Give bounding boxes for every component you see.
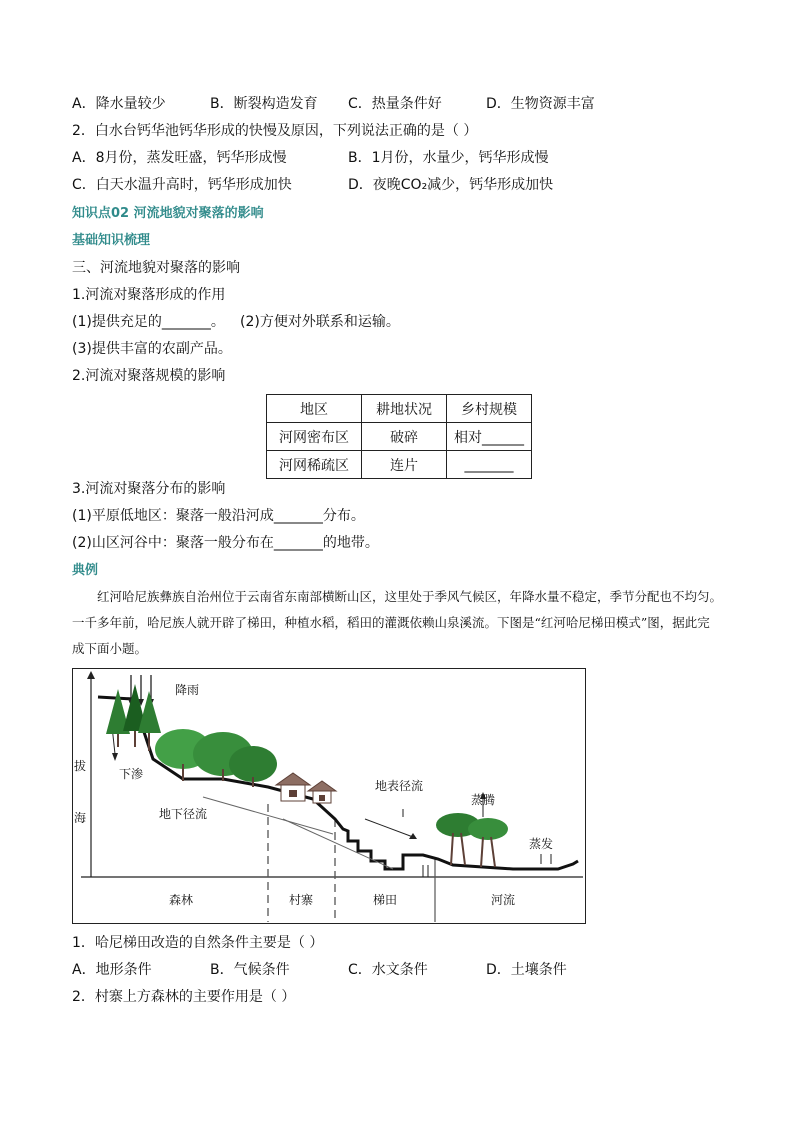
- settlement-scale-table: [266, 394, 532, 479]
- q1-option-d: D．土壤条件: [486, 962, 567, 978]
- subsection-1-item-3: (3)提供丰富的农副产品。: [72, 341, 232, 357]
- table-row: [267, 423, 532, 451]
- table-cell: 河网密布区: [267, 423, 362, 451]
- zone-village: 村寨: [289, 893, 314, 907]
- q1-option-a: A．地形条件: [72, 962, 152, 978]
- subsection-1-item-1: (1)提供充足的_______。: [72, 314, 225, 330]
- option-b: B．断裂构造发育: [210, 96, 318, 112]
- table-row: [267, 451, 532, 479]
- zone-forest: 森林: [169, 893, 194, 907]
- subsection-2-title: 2.河流对聚落规模的影响: [72, 368, 226, 384]
- option-d: D．生物资源丰富: [486, 96, 595, 112]
- option-c: C．热量条件好: [348, 96, 442, 112]
- question-1-stem: 1．哈尼梯田改造的自然条件主要是（ ）: [72, 935, 324, 951]
- zone-river: 河流: [491, 893, 516, 907]
- q2-option-a: A．8月份，蒸发旺盛，钙华形成慢: [72, 150, 287, 166]
- infiltration-label: 下渗: [119, 767, 144, 781]
- table-cell: 相对______: [447, 423, 532, 451]
- table-cell: _______: [447, 451, 532, 479]
- subsection-1-title: 1.河流对聚落形成的作用: [72, 287, 226, 303]
- table-cell: 连片: [362, 451, 447, 479]
- altitude-label-2: 海: [74, 811, 87, 825]
- table-cell: 破碎: [362, 423, 447, 451]
- subsection-1-item-2: (2)方便对外联系和运输。: [240, 314, 400, 330]
- question-2b-stem: 2．村寨上方森林的主要作用是（ ）: [72, 989, 296, 1005]
- section-title: 知识点02 河流地貌对聚落的影响: [72, 206, 264, 221]
- evaporation-label: 蒸发: [529, 837, 554, 851]
- q2-option-c: C．白天水温升高时，钙华形成加快: [72, 177, 292, 193]
- subsection-3-item-2: (2)山区河谷中：聚落一般分布在_______的地带。: [72, 535, 379, 551]
- example-paragraph: 红河哈尼族彝族自治州位于云南省东南部横断山区，这里处于季风气候区，年降水量不稳定，季节分配也不均匀。一千多年前，哈尼族人就开辟了梯田，种植水稻，稻田的灌溉依赖山泉溪流。下图是“红河哈尼梯田模式”图，据此完成下面小题。: [72, 589, 723, 656]
- terrace-profile-svg: [73, 669, 585, 922]
- heading-3: 三、河流地貌对聚落的影响: [72, 260, 240, 276]
- option-a: A．降水量较少: [72, 96, 166, 112]
- basic-knowledge-title: 基础知识梳理: [72, 233, 151, 248]
- table-header-row: [267, 395, 532, 423]
- q1-option-b: B．气候条件: [210, 962, 290, 978]
- hani-terrace-diagram: [72, 668, 586, 924]
- rain-label: 降雨: [175, 683, 200, 697]
- surface-runoff-label: 地表径流: [375, 779, 424, 793]
- zone-terrace: 梯田: [373, 893, 398, 907]
- table-header: 耕地状况: [362, 395, 447, 423]
- q1-option-c: C．水文条件: [348, 962, 428, 978]
- table-header: 乡村规模: [447, 395, 532, 423]
- groundwater-label: 地下径流: [159, 807, 208, 821]
- altitude-label-1: 拔: [74, 759, 87, 773]
- q2-option-b: B．1月份，水量少，钙华形成慢: [348, 150, 549, 166]
- transpiration-label: 蒸腾: [471, 793, 496, 807]
- question-2-stem: 2．白水台钙华池钙华形成的快慢及原因，下列说法正确的是（ ）: [72, 123, 478, 139]
- table-cell: 河网稀疏区: [267, 451, 362, 479]
- subsection-3-title: 3.河流对聚落分布的影响: [72, 481, 226, 497]
- table-header: 地区: [267, 395, 362, 423]
- subsection-3-item-1: (1)平原低地区：聚落一般沿河成_______分布。: [72, 508, 365, 524]
- q2-option-d: D．夜晚CO₂减少，钙华形成加快: [348, 177, 554, 193]
- example-title: 典例: [72, 563, 99, 578]
